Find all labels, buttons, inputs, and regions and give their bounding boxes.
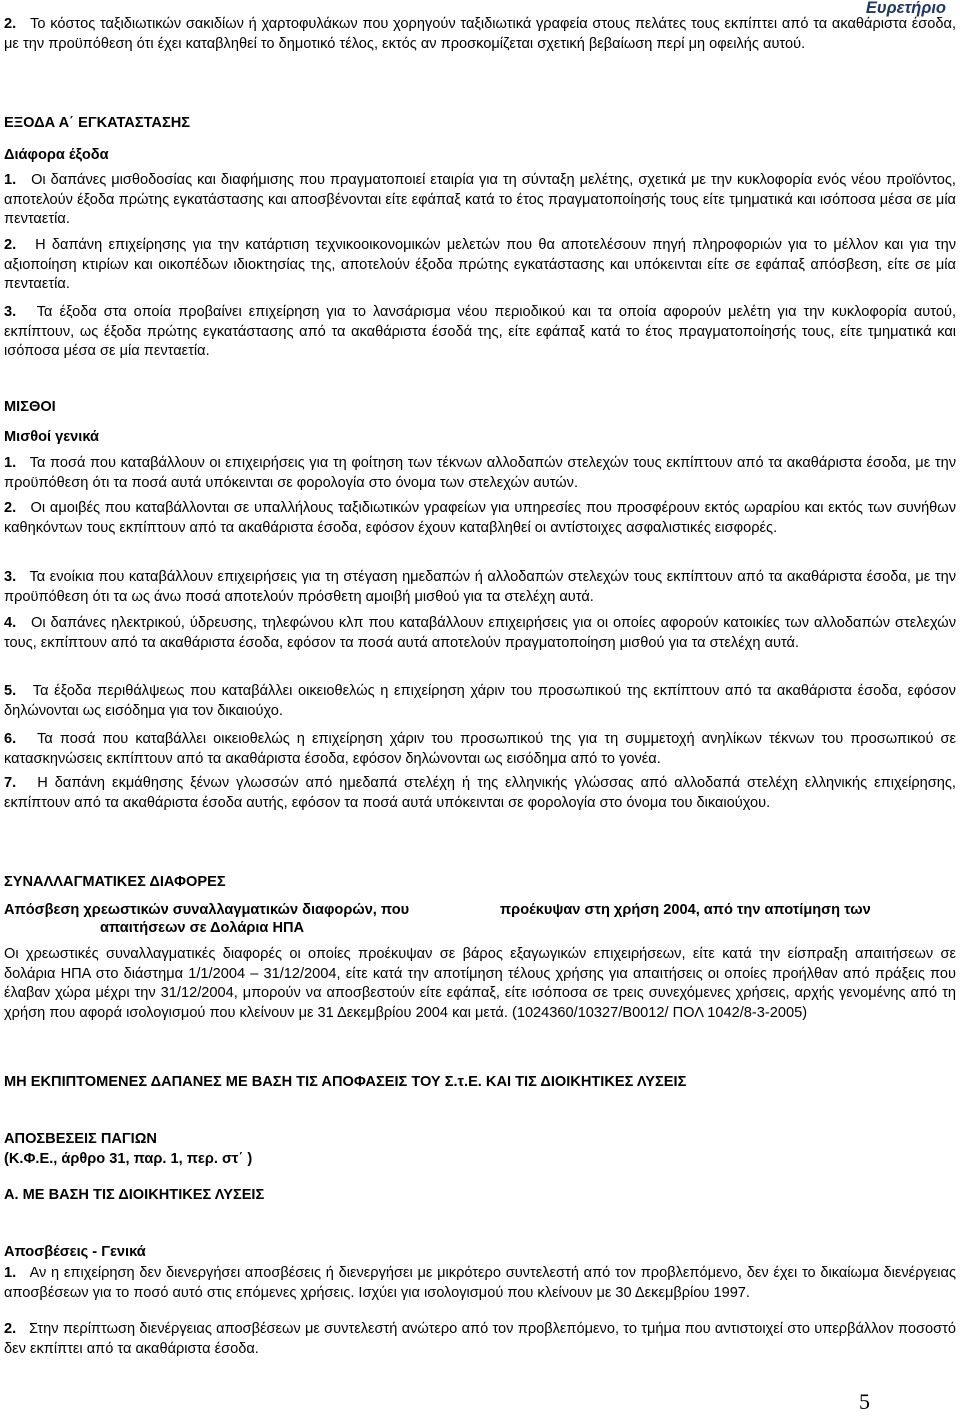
subheading-wages-general: Μισθοί γενικά	[4, 429, 99, 445]
fx-subheading-right: προέκυψαν στη χρήση 2004, από την αποτίμηση των	[500, 902, 871, 918]
startup-item-3	[4, 303, 956, 362]
depreciation-reference: (Κ.Φ.Ε., άρθρο 31, παρ. 1, περ. στ΄ )	[4, 1151, 253, 1167]
section-heading-wages: ΜΙΣΘΟΙ	[4, 399, 56, 415]
item-number: 2.	[4, 237, 17, 253]
item-number: 3.	[4, 304, 17, 320]
item-text: Τα ενοίκια που καταβάλλουν επιχειρήσεις για τη στέγαση ημεδαπών ή αλλοδαπών στελεχών τους εκπίπτουν από τα ακαθάριστα έσοδα, με την προϋπόθεση ότι τα ως άνω ποσά αποτελούν πρόσθετη αμοιβή μισθού για τα στελέχη αυτά.	[4, 569, 957, 605]
section-heading-startup: ΕΞΟΔΑ Α΄ ΕΓΚΑΤΑΣΤΑΣΗΣ	[4, 115, 191, 131]
item-number: 2.	[4, 500, 17, 516]
section-heading-depreciation: ΑΠΟΣΒΕΣΕΙΣ ΠΑΓΙΩΝ	[4, 1131, 157, 1147]
wages-item-6	[4, 730, 956, 769]
item-text: Τα έξοδα στα οποία προβαίνει επιχείρηση για το λανσάρισμα νέου περιοδικού και τα οποία αφορούν μελέτη για την κυκλοφορία αυτού, εκπίπτουν, ως έξοδα πρώτης εγκατάστασης από τα ακαθάριστα έσοδά της, είτε εφάπαξ κατά το έτος πραγματοποίησής τους, είτε τμηματικά και ισόποσα μέσα σε μία πενταετία.	[4, 304, 956, 360]
top-paragraph	[4, 15, 956, 54]
item-number: 4.	[4, 615, 17, 631]
item-text: Το κόστος ταξιδιωτικών σακιδίων ή χαρτοφυλάκων που χορηγούν ταξιδιωτικά γραφεία στους πελάτες τους εκπίπτει από τα ακαθάριστα έσοδα, με την προϋπόθεση ότι έχει καταβληθεί το δημοτικό τέλος, εκτός αν προσκομίζεται σχετική βεβαίωση περί μη οφειλής αυτού.	[4, 16, 957, 52]
fx-text: Οι χρεωστικές συναλλαγματικές διαφορές οι οποίες προέκυψαν σε βάρος εξαγωγικών επιχειρήσεων, είτε κατά την είσπραξη απαιτήσεων σε δολάρια ΗΠΑ στο διάστημα 1/1/2004 – 31/12/2004, είτε κατά την αποτίμηση τέλους χρήσης για απαιτήσεις οι οποίες προήλθαν από πράξεις που έλαβαν χώρα μέχρι την 31/12/2004, μπορούν να αποσβεστούν είτε εφάπαξ, είτε ισόποσα σε τρεις συνεχόμενες χρήσεις, αρχής γενομένης από τη χρήση που αφορά ισολογισμού που κλείνουν με 31 Δεκεμβρίου 2004 και μετά. (1024360/10327/Β0012/ ΠΟΛ 1042/8-3-2005)	[4, 946, 956, 1021]
fx-subheading-left: Απόσβεση χρεωστικών συναλλαγματικών διαφορών, που	[4, 902, 410, 918]
wages-item-1	[4, 454, 956, 493]
fx-paragraph	[4, 945, 956, 1023]
item-number: 6.	[4, 731, 17, 747]
item-number: 7.	[4, 775, 17, 791]
item-number: 2.	[4, 16, 17, 32]
section-heading-non-deductible: ΜΗ ΕΚΠΙΠΤΟΜΕΝΕΣ ΔΑΠΑΝΕΣ ΜΕ ΒΑΣΗ ΤΙΣ ΑΠΟΦΑΣΕΙΣ ΤΟΥ Σ.τ.Ε. ΚΑΙ ΤΙΣ ΔΙΟΙΚΗΤΙΚΕΣ ΛΥΣΕΙΣ	[4, 1074, 687, 1090]
item-text: Αν η επιχείρηση δεν διενεργήσει αποσβέσεις ή διενεργήσει με μικρότερο συντελεστή από τον προβλεπόμενο, δεν έχει το δικαίωμα διενέργειας αποσβέσεων για το ποσό αυτό στις επόμενες χρήσεις. Ισχύει για ισολογισμού που κλείνουν με 30 Δεκεμβρίου 1997.	[4, 1265, 957, 1301]
item-number: 1.	[4, 172, 17, 188]
item-text: Η δαπάνη επιχείρησης για την κατάρτιση τεχνικοοικονομικών μελετών που θα αποτελέσουν πηγή πληροφοριών για το μέλλον και για την αξιοποίηση κτιρίων και οικοπέδων ιδιοκτησίας της, αποτελούν έξοδα πρώτης εγκατάστασης και υπόκεινται είτε σε εφάπαξ απόσβεση, είτε σε μία πενταετία.	[4, 237, 956, 293]
fx-subheading-line2: απαιτήσεων σε Δολάρια ΗΠΑ	[100, 920, 305, 936]
item-text: Οι αμοιβές που καταβάλλονται σε υπαλλήλους ταξιδιωτικών γραφείων για υπηρεσίες που προσφέρουν εκτός ωραρίου και εκτός των συνήθων καθηκόντων τους εκπίπτουν από τα ακαθάριστα έσοδα, εφόσον έχουν καταβληθεί οι αντίστοιχες ασφαλιστικές εισφορές.	[4, 500, 956, 536]
item-number: 1.	[4, 455, 17, 471]
item-text: Η δαπάνη εκμάθησης ξένων γλωσσών από ημεδαπά στελέχη ή της ελληνικής γλώσσας από αλλοδαπά στελέχη ελληνικής επιχείρησης, εκπίπτουν από τα ακαθάριστα έσοδα αυτής, εφόσον τα ποσά αυτά υπόκεινται σε φορολογία στο όνομα του δικαιούχου.	[4, 775, 956, 811]
item-text: Στην περίπτωση διενέργειας αποσβέσεων με συντελεστή ανώτερο από τον προβλεπόμενο, το τμήμα που αντιστοιχεί στο υπερβάλλον ποσοστό δεν εκπίπτει από τα ακαθάριστα έσοδα.	[4, 1321, 956, 1357]
item-number: 2.	[4, 1321, 17, 1337]
wages-item-4	[4, 614, 956, 653]
item-text: Τα ποσά που καταβάλλει οικειοθελώς η επιχείρηση χάριν του προσωπικού της για τη συμμετοχή ανηλίκων τέκνων του προσωπικού σε κατασκηνώσεις εκπίπτουν από τα ακαθάριστα έσοδα, εφόσον δηλώνονται ως εισόδημα από το γονέα.	[4, 731, 956, 767]
section-heading-fx: ΣΥΝΑΛΛΑΓΜΑΤΙΚΕΣ ΔΙΑΦΟΡΕΣ	[4, 874, 226, 890]
item-number: 5.	[4, 683, 17, 699]
startup-item-2	[4, 236, 956, 295]
item-text: Τα έξοδα περιθάλψεως που καταβάλλει οικειοθελώς η επιχείρηση χάριν του προσωπικού της εκπίπτουν από τα ακαθάριστα έσοδα, εφόσον δηλώνονται ως εισόδημα για τον δικαιούχο.	[4, 683, 956, 719]
subheading-depreciation-general: Αποσβέσεις - Γενικά	[4, 1244, 146, 1260]
subheading-misc-expenses: Διάφορα έξοδα	[4, 147, 109, 163]
item-number: 1.	[4, 1265, 17, 1281]
item-number: 3.	[4, 569, 17, 585]
wages-item-7	[4, 774, 956, 813]
item-text: Οι δαπάνες ηλεκτρικού, ύδρευσης, τηλεφώνου κλπ που καταβάλλουν επιχειρήσεις για οι οποίες αφορούν κατοικίες των αλλοδαπών στελεχών τους, εκπίπτουν από τα ακαθάριστα έσοδα, εφόσον τα ποσά αυτά αποτελούν πραγματοποίηση μισθού για τα στελέχη αυτά.	[4, 615, 956, 651]
startup-item-1	[4, 171, 956, 230]
fx-subheading	[4, 901, 956, 921]
depreciation-item-1	[4, 1264, 956, 1303]
index-header-title: Ευρετήριο	[865, 0, 946, 17]
wages-item-5	[4, 682, 956, 721]
item-text: Τα ποσά που καταβάλλουν οι επιχειρήσεις για τη φοίτηση των τέκνων αλλοδαπών στελεχών τους εκπίπτουν από τα ακαθάριστα έσοδα, με την προϋπόθεση ότι τα ποσά αυτά υπόκεινται σε φορολογία στο όνομα των στελεχών αυτών.	[4, 455, 956, 491]
item-text: Οι δαπάνες μισθοδοσίας και διαφήμισης που πραγματοποιεί εταιρία για τη σύνταξη μελέτης, σχετικά με την κυκλοφορία ενός νέου προϊόντος, αποτελούν έξοδα πρώτης εγκατάστασης και αποσβένονται είτε εφάπαξ κατά το έτος πραγματοποίησής τους είτε τμηματικά και ισόποσα μέσα σε μία πενταετία.	[4, 172, 956, 228]
depreciation-section-a: Α. ΜΕ ΒΑΣΗ ΤΙΣ ΔΙΟΙΚΗΤΙΚΕΣ ΛΥΣΕΙΣ	[4, 1187, 265, 1203]
page-number: 5	[859, 1389, 870, 1414]
wages-item-2	[4, 499, 956, 538]
depreciation-item-2	[4, 1320, 956, 1359]
wages-item-3	[4, 568, 956, 607]
